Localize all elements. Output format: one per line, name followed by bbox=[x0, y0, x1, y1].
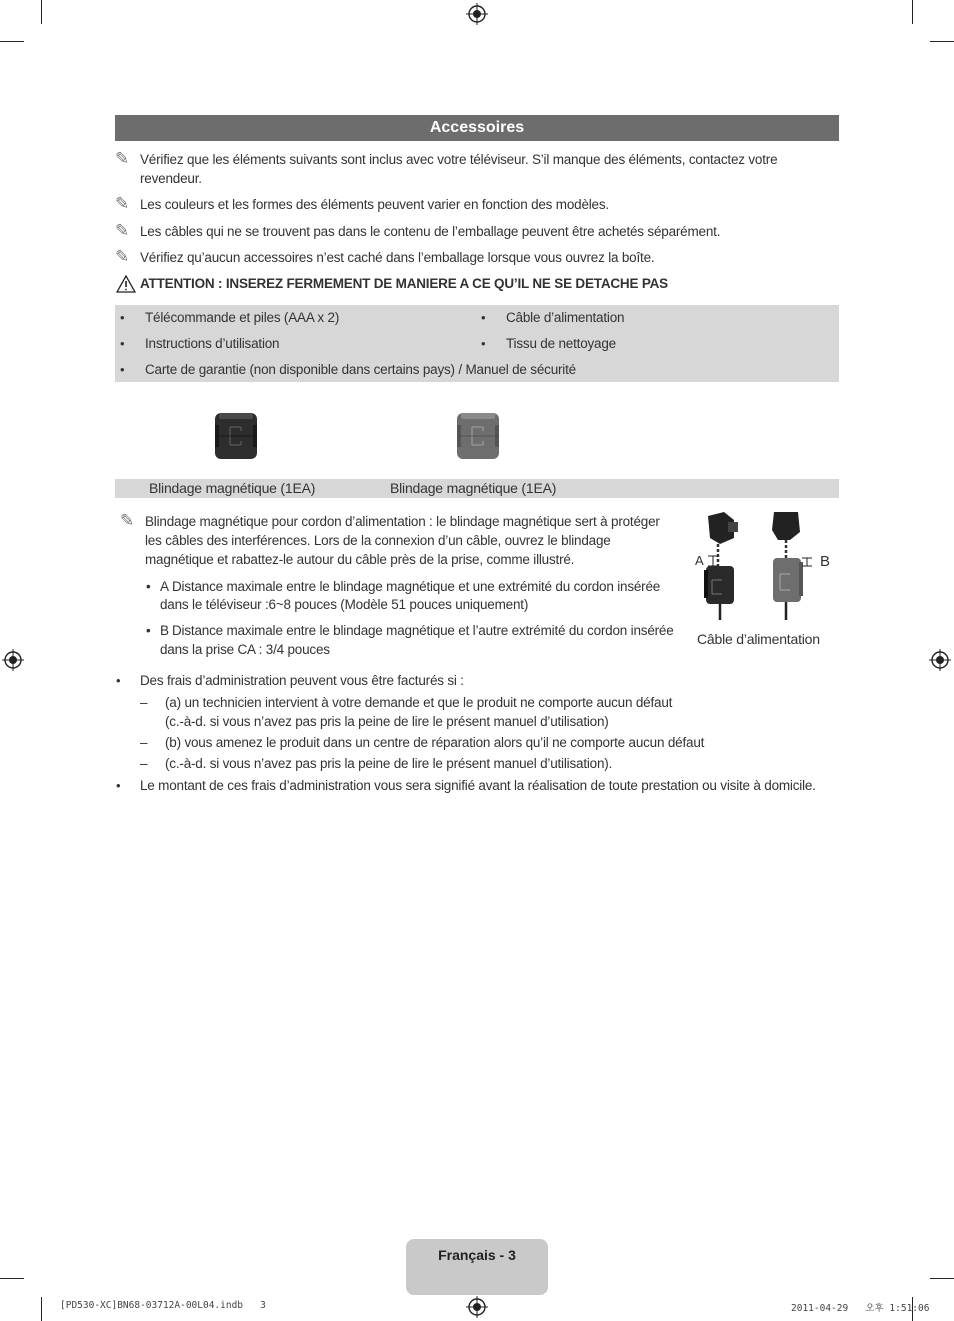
fees-item: (c.-à-d. si vous n’avez pas pris la peine de lire le présent manuel d’utilisation). bbox=[165, 756, 613, 771]
crop-mark bbox=[930, 41, 954, 42]
fees-item: (c.-à-d. si vous n’avez pas pris la peine de lire le présent manuel d’utilisation) bbox=[165, 714, 609, 729]
registration-mark-icon bbox=[929, 649, 951, 671]
print-info-right: 2011-04-29 오후 1:51:06 bbox=[791, 1303, 930, 1314]
distance-b-text: Distance maximale entre le blindage magnétique et l’autre extrémité du cordon insérée bbox=[172, 623, 674, 638]
accessory-label: Blindage magnétique (1EA) bbox=[390, 480, 557, 496]
note-text: revendeur. bbox=[140, 171, 202, 186]
ferrite-note-text: les câbles des interférences. Lors de la connexion d’un câble, ouvrez le blindage bbox=[145, 533, 611, 548]
registration-mark-icon bbox=[2, 649, 24, 671]
crop-mark bbox=[930, 1278, 954, 1279]
distance-b-text: dans la prise CA : 3/4 pouces bbox=[160, 642, 330, 657]
section-title: Accessoires bbox=[115, 115, 839, 141]
note-text: Vérifiez qu’aucun accessoires n’est caché dans l’emballage lorsque vous ouvrez la boîte. bbox=[140, 250, 655, 265]
crop-mark bbox=[41, 1297, 42, 1321]
sub-bullet: • bbox=[146, 579, 151, 594]
registration-mark-icon bbox=[466, 3, 488, 25]
bullet: • bbox=[116, 673, 121, 688]
fees-final: Le montant de ces frais d’administration vous sera signifié avant la réalisation de toute prestation ou visite à domicile. bbox=[140, 778, 816, 793]
dash: – bbox=[140, 735, 148, 750]
note-text: Les câbles qui ne se trouvent pas dans le contenu de l’emballage peuvent être achetés séparément. bbox=[140, 224, 721, 239]
dash: – bbox=[140, 695, 148, 710]
crop-mark bbox=[0, 41, 24, 42]
list-item: Carte de garantie (non disponible dans certains pays) / Manuel de sécurité bbox=[145, 362, 576, 377]
fees-item: (b) vous amenez le produit dans un centre de réparation alors qu’il ne comporte aucun défaut bbox=[165, 735, 705, 750]
sub-bullet: • bbox=[146, 623, 151, 638]
attention-text: ATTENTION : INSEREZ FERMEMENT DE MANIERE A CE QU’IL NE SE DETACHE PAS bbox=[140, 276, 668, 291]
power-cable-illustration bbox=[690, 508, 840, 623]
crop-mark bbox=[912, 0, 913, 24]
print-info-left: [PD530-XC]BN68-03712A-00L04.indb 3 bbox=[60, 1300, 266, 1311]
distance-b-letter: B bbox=[160, 623, 169, 638]
note-pencil-icon: ✎ bbox=[115, 247, 130, 266]
bullet: • bbox=[120, 362, 125, 377]
bullet: • bbox=[481, 336, 486, 351]
list-item: Câble d’alimentation bbox=[506, 310, 625, 325]
note-text: Vérifiez que les éléments suivants sont inclus avec votre téléviseur. S’il manque des éléments, contactez votre bbox=[140, 152, 778, 167]
magnetic-core-gray-icon bbox=[455, 411, 501, 461]
accessory-label: Blindage magnétique (1EA) bbox=[149, 480, 316, 496]
note-pencil-icon: ✎ bbox=[115, 221, 130, 240]
bullet: • bbox=[481, 310, 486, 325]
fees-item: (a) un technicien intervient à votre demande et que le produit ne comporte aucun défaut bbox=[165, 695, 673, 710]
crop-mark bbox=[0, 1278, 24, 1279]
figure-caption: Câble d’alimentation bbox=[697, 631, 820, 647]
dash: – bbox=[140, 756, 148, 771]
bullet: • bbox=[116, 778, 121, 793]
distance-a-text: dans le téléviseur :6~8 pouces (Modèle 51 pouces uniquement) bbox=[160, 597, 529, 612]
list-item: Télécommande et piles (AAA x 2) bbox=[145, 310, 340, 325]
figure-label-b: B bbox=[820, 553, 830, 570]
note-text: Les couleurs et les formes des éléments peuvent varier en fonction des modèles. bbox=[140, 197, 609, 212]
fees-intro: Des frais d’administration peuvent vous être facturés si : bbox=[140, 673, 464, 688]
ferrite-note-text: Blindage magnétique pour cordon d’alimentation : le blindage magnétique sert à protéger bbox=[145, 514, 660, 529]
warning-triangle-icon bbox=[116, 275, 136, 293]
distance-a-letter: A bbox=[160, 579, 169, 594]
magnetic-core-black-icon bbox=[213, 411, 259, 461]
figure-label-a: A bbox=[695, 553, 704, 568]
crop-mark bbox=[41, 0, 42, 24]
ferrite-note-text: magnétique et rabattez-le autour du câble près de la prise, comme illustré. bbox=[145, 552, 575, 567]
note-pencil-icon: ✎ bbox=[115, 149, 130, 168]
list-item: Tissu de nettoyage bbox=[506, 336, 616, 351]
registration-mark-icon bbox=[466, 1296, 488, 1318]
distance-a-text: Distance maximale entre le blindage magnétique et une extrémité du cordon insérée bbox=[172, 579, 661, 594]
list-item: Instructions d’utilisation bbox=[145, 336, 280, 351]
bullet: • bbox=[120, 310, 125, 325]
page-number-tab: Français - 3 bbox=[406, 1239, 548, 1295]
bullet: • bbox=[120, 336, 125, 351]
note-pencil-icon: ✎ bbox=[115, 194, 130, 213]
note-pencil-icon: ✎ bbox=[120, 511, 135, 530]
